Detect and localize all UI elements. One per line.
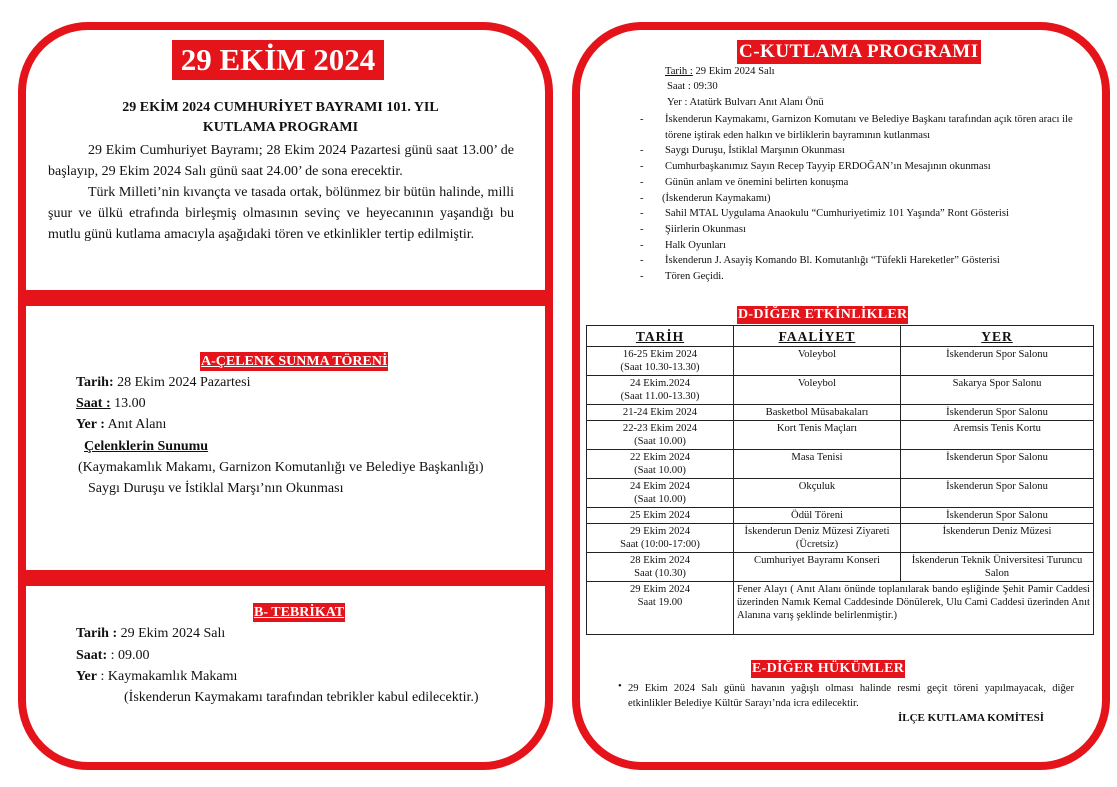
date-cell	[587, 347, 734, 376]
section-b-time-value: : 09.00	[107, 648, 150, 663]
section-e-title: E-DİĞER HÜKÜMLER	[752, 661, 905, 676]
activity-cell: Cumhuriyet Bayramı Konseri	[734, 553, 901, 582]
date-cell	[587, 524, 734, 553]
section-b-place-value: : Kaymakamlık Makamı	[97, 669, 238, 684]
intro-paragraph-1: 29 Ekim Cumhuriyet Bayramı; 28 Ekim 2024 Pazartesi günü saat 13.00’ de başlayıp, 29 Ekim 2024 Salı günü saat 24.00’ de sona erecektir.	[48, 143, 514, 179]
activity-cell: İskenderun Deniz Müzesi Ziyareti (Ücretsiz)	[734, 524, 901, 553]
table-row	[587, 347, 1094, 376]
section-a-date-label: Tarih:	[76, 375, 114, 390]
program-item: - Tören Geçidi.	[640, 269, 1100, 285]
section-b-title: B- TEBRİKAT	[254, 605, 345, 620]
section-c-place-value: Atatürk Bulvarı Anıt Alanı Önü	[687, 97, 824, 108]
row-time: (Saat 10.00)	[634, 436, 686, 447]
section-a-time	[76, 396, 146, 412]
program-item: - Cumhurbaşkanımız Sayın Recep Tayyip ERDOĞAN’ın Mesajının okunması	[640, 159, 1100, 175]
table-row	[587, 524, 1094, 553]
section-a-time-value: 13.00	[110, 396, 146, 411]
row-date: 22 Ekim 2024	[629, 452, 691, 463]
section-a-place	[76, 417, 166, 433]
row-time: Saat (10:00-17:00)	[620, 539, 700, 550]
table-row	[587, 508, 1094, 524]
divider-band-bottom	[22, 570, 549, 586]
section-c-place	[667, 97, 824, 108]
section-a-title: A-ÇELENK SUNMA TÖRENİ	[201, 354, 388, 369]
date-cell	[587, 405, 734, 421]
table-row-parade	[587, 582, 1094, 635]
program-item: - Günün anlam ve önemini belirten konuşma	[640, 175, 1100, 191]
section-b-time	[76, 648, 150, 664]
section-c-place-label: Yer :	[667, 97, 688, 108]
place-cell: Sakarya Spor Salonu	[901, 376, 1094, 405]
section-c-date-label: Tarih :	[665, 66, 693, 77]
section-b-date-value: 29 Ekim 2024 Salı	[117, 626, 226, 641]
place-cell: İskenderun Spor Salonu	[901, 479, 1094, 508]
place-cell: İskenderun Spor Salonu	[901, 347, 1094, 376]
section-a-place-value: Anıt Alanı	[104, 417, 167, 432]
activities-table	[586, 325, 1094, 635]
subtitle-line1: 29 EKİM 2024 CUMHURİYET BAYRAMI 101. YIL	[122, 100, 439, 115]
row-date: 16-25 Ekim 2024	[622, 349, 698, 360]
table-row	[587, 405, 1094, 421]
row-date: 28 Ekim 2024	[629, 555, 691, 566]
section-b-time-label: Saat:	[76, 648, 108, 663]
main-title: 29 EKİM 2024	[172, 40, 384, 80]
wreath-detail: (Kaymakamlık Makamı, Garnizon Komutanlığı ve Belediye Başkanlığı)	[78, 460, 484, 475]
date-cell	[587, 553, 734, 582]
row-time: (Saat 10.30-13.30)	[620, 362, 700, 373]
program-item: - Şiirlerin Okunması	[640, 222, 1100, 238]
row-date: 22-23 Ekim 2024	[622, 423, 698, 434]
row-date: 29 Ekim 2024	[629, 526, 691, 537]
place-cell: İskenderun Spor Salonu	[901, 508, 1094, 524]
intro-paragraph-2: Türk Milleti’nin kıvançta ve tasada ortak, bölünmez bir bütün halinde, milli şuur ve ülkü etrafında birleşmiş olmasının sevinç ve heyecanının yaşandığı bu mutlu günü kutlama amacıyla aşağıdaki tören ve etkinlikler tertip edilmiştir.	[48, 185, 514, 242]
date-cell	[587, 450, 734, 479]
committee-signature: İLÇE KUTLAMA KOMİTESİ	[898, 712, 1045, 724]
program-item-continuation: - (İskenderun Kaymakamı)	[640, 191, 1100, 207]
row-time: (Saat 10.00)	[634, 465, 686, 476]
program-item: - İskenderun J. Asayiş Komando Bl. Komutanlığı “Tüfekli Hareketler” Gösterisi	[640, 253, 1100, 269]
section-c-time	[667, 81, 718, 92]
table-row	[587, 376, 1094, 405]
row-time: (Saat 10.00)	[634, 494, 686, 505]
section-b-date-label: Tarih :	[76, 626, 118, 641]
section-c-date	[665, 66, 775, 77]
date-cell	[587, 376, 734, 405]
table-body	[587, 347, 1094, 582]
subtitle-line2: KUTLAMA PROGRAMI	[202, 120, 359, 135]
row-date: 21-24 Ekim 2024	[622, 407, 698, 418]
header-activity: FAALİYET	[734, 326, 901, 347]
place-cell: İskenderun Teknik Üniversitesi Turuncu Salon	[901, 553, 1094, 582]
section-c-title: C-KUTLAMA PROGRAMI	[739, 41, 979, 62]
section-b-place	[76, 669, 237, 685]
table-row	[587, 421, 1094, 450]
program-item: - İskenderun Kaymakamı, Garnizon Komutanı ve Belediye Başkanı tarafından açık tören aracı ile törene iştirak eden halkın ve birliklerin bayramının kutlanması	[640, 112, 1100, 143]
divider-band-top	[22, 290, 549, 306]
section-b-note: (İskenderun Kaymakamı tarafından tebrikler kabul edilecektir.)	[124, 690, 479, 705]
header-date: TARİH	[587, 326, 734, 347]
row-date: 24 Ekim 2024	[629, 481, 691, 492]
section-b-date	[76, 626, 225, 642]
activity-cell: Voleybol	[734, 347, 901, 376]
parade-time: Saat 19.00	[637, 597, 683, 608]
activity-cell: Basketbol Müsabakaları	[734, 405, 901, 421]
activity-cell: Masa Tenisi	[734, 450, 901, 479]
row-time: (Saat 11.00-13.30)	[620, 391, 700, 402]
program-item: - Sahil MTAL Uygulama Anaokulu “Cumhuriyetimiz 101 Yaşında” Ront Gösterisi	[640, 206, 1100, 222]
date-cell	[587, 508, 734, 524]
section-b-place-label: Yer	[76, 669, 97, 684]
section-d-title: D-DİĞER ETKİNLİKLER	[738, 307, 908, 322]
activity-cell: Ödül Töreni	[734, 508, 901, 524]
table-row	[587, 479, 1094, 508]
row-date: 24 Ekim.2024	[629, 378, 691, 389]
parade-note: Fener Alayı ( Anıt Alanı önünde toplanılarak bando eşliğinde Şehit Pamir Caddesi üzerinden Namık Kemal Caddesinde Dönülerek, Ulu Cami Caddesi üzerinden Anıt Alanına varış şeklinde belirlenmiştir.)	[734, 582, 1094, 635]
table-header-row	[587, 326, 1094, 347]
parade-date: 29 Ekim 2024	[629, 584, 691, 595]
activity-cell: Kort Tenis Maçları	[734, 421, 901, 450]
table-row	[587, 553, 1094, 582]
place-cell: İskenderun Deniz Müzesi	[901, 524, 1094, 553]
parade-date-cell	[587, 582, 734, 635]
program-item: - Saygı Duruşu, İstiklal Marşının Okunması	[640, 143, 1100, 159]
place-cell: Aremsis Tenis Kortu	[901, 421, 1094, 450]
section-a-time-label: Saat :	[76, 396, 111, 411]
bullet-dot: •	[618, 681, 622, 692]
section-c-date-value: 29 Ekim 2024 Salı	[692, 66, 775, 77]
activity-cell: Voleybol	[734, 376, 901, 405]
section-a-place-label: Yer :	[76, 417, 105, 432]
section-a-date	[76, 375, 250, 391]
respect-line: Saygı Duruşu ve İstiklal Marşı’nın Okunması	[88, 481, 344, 496]
section-c-time-label: Saat :	[667, 81, 691, 92]
activity-cell: Okçuluk	[734, 479, 901, 508]
section-a-date-value: 28 Ekim 2024 Pazartesi	[113, 375, 251, 390]
row-time: Saat (10.30)	[634, 568, 686, 579]
row-date: 25 Ekim 2024	[629, 510, 691, 521]
program-list	[640, 112, 1100, 285]
table-row	[587, 450, 1094, 479]
wreath-heading: Çelenklerin Sunumu	[84, 439, 209, 454]
date-cell	[587, 421, 734, 450]
section-e-bullet: 29 Ekim 2024 Salı günü havanın yağışlı olması halinde resmi geçit töreni yapılmayacak, diğer etkinlikler Belediye Kültür Sarayı’nda icra edilecektir.	[628, 683, 1074, 709]
header-place: YER	[901, 326, 1094, 347]
section-c-time-value: 09:30	[690, 81, 718, 92]
place-cell: İskenderun Spor Salonu	[901, 450, 1094, 479]
place-cell: İskenderun Spor Salonu	[901, 405, 1094, 421]
date-cell	[587, 479, 734, 508]
program-item: - Halk Oyunları	[640, 238, 1100, 254]
